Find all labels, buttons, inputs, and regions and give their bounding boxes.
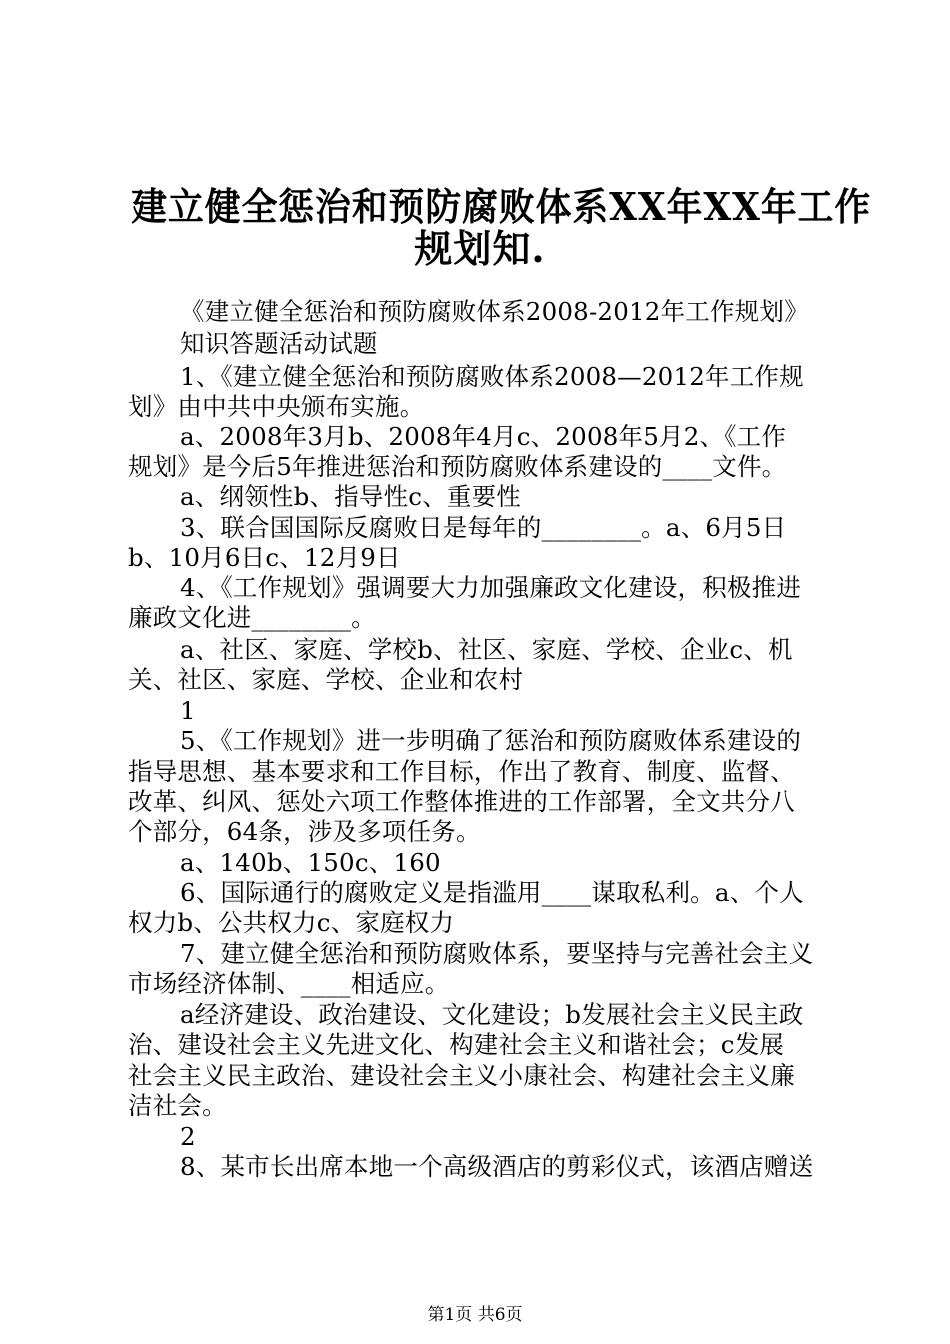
text-line: a、140b、150c、160 [180,848,441,877]
text-line: a经济建设、政治建设、文化建设；b发展社会主义民主政 [180,1000,804,1029]
text-line: b、10月6日c、12月9日 [128,543,401,572]
text-line: 8、某市长出席本地一个高级酒店的剪彩仪式，该酒店赠送 [180,1152,814,1181]
page-footer: 第1页 共6页 [427,1305,523,1325]
text-line: 6、国际通行的腐败定义是指滥用____谋取私利。a、个人 [180,878,804,907]
text-line: a、社区、家庭、学校b、社区、家庭、学校、企业c、机 [180,635,793,664]
text-line: 个部分，64条，涉及多项任务。 [128,817,481,846]
text-line: 治、建设社会主义先进文化、构建社会主义和谐社会；c发展 [128,1030,785,1059]
text-line: 1、《建立健全惩治和预防腐败体系2008—2012年工作规 [180,362,804,391]
text-line: a、2008年3月b、2008年4月c、2008年5月2、《工作 [180,422,787,451]
text-line: 指导思想、基本要求和工作目标，作出了教育、制度、监督、 [128,757,795,786]
text-line: 3、联合国国际反腐败日是每年的________。a、6月5日 [180,513,787,542]
document-title-line-1: 建立健全惩治和预防腐败体系XX年XX年工作 [131,184,872,229]
text-line: 4、《工作规划》强调要大力加强廉政文化建设，积极推进 [180,573,802,602]
text-line: 社会主义民主政治、建设社会主义小康社会、构建社会主义廉 [128,1061,795,1090]
text-line: 规划》是今后5年推进惩治和预防腐败体系建设的____文件。 [128,452,787,481]
text-line: 关、社区、家庭、学校、企业和农村 [128,665,524,694]
text-line: 市场经济体制、____相适应。 [128,969,450,998]
text-line: 洁社会。 [128,1091,227,1120]
document-title-line-2: 规划知. [414,226,546,271]
text-line: 权力b、公共权力c、家庭权力 [128,908,455,937]
text-line: 知识答题活动试题 [180,329,378,358]
text-line: 《建立健全惩治和预防腐败体系2008-2012年工作规划》 [180,297,809,326]
text-line: 5、《工作规划》进一步明确了惩治和预防腐败体系建设的 [180,726,802,755]
text-line: a、纲领性b、指导性c、重要性 [180,482,522,511]
text-line: 廉政文化进________。 [128,603,376,632]
page-marker: 1 [180,696,196,725]
text-line: 划》由中共中央颁布实施。 [128,392,425,421]
text-line: 7、建立健全惩治和预防腐败体系，要坚持与完善社会主义 [180,939,814,968]
page-marker: 2 [180,1122,196,1151]
text-line: 改革、纠风、惩处六项工作整体推进的工作部署，全文共分八 [128,787,795,816]
